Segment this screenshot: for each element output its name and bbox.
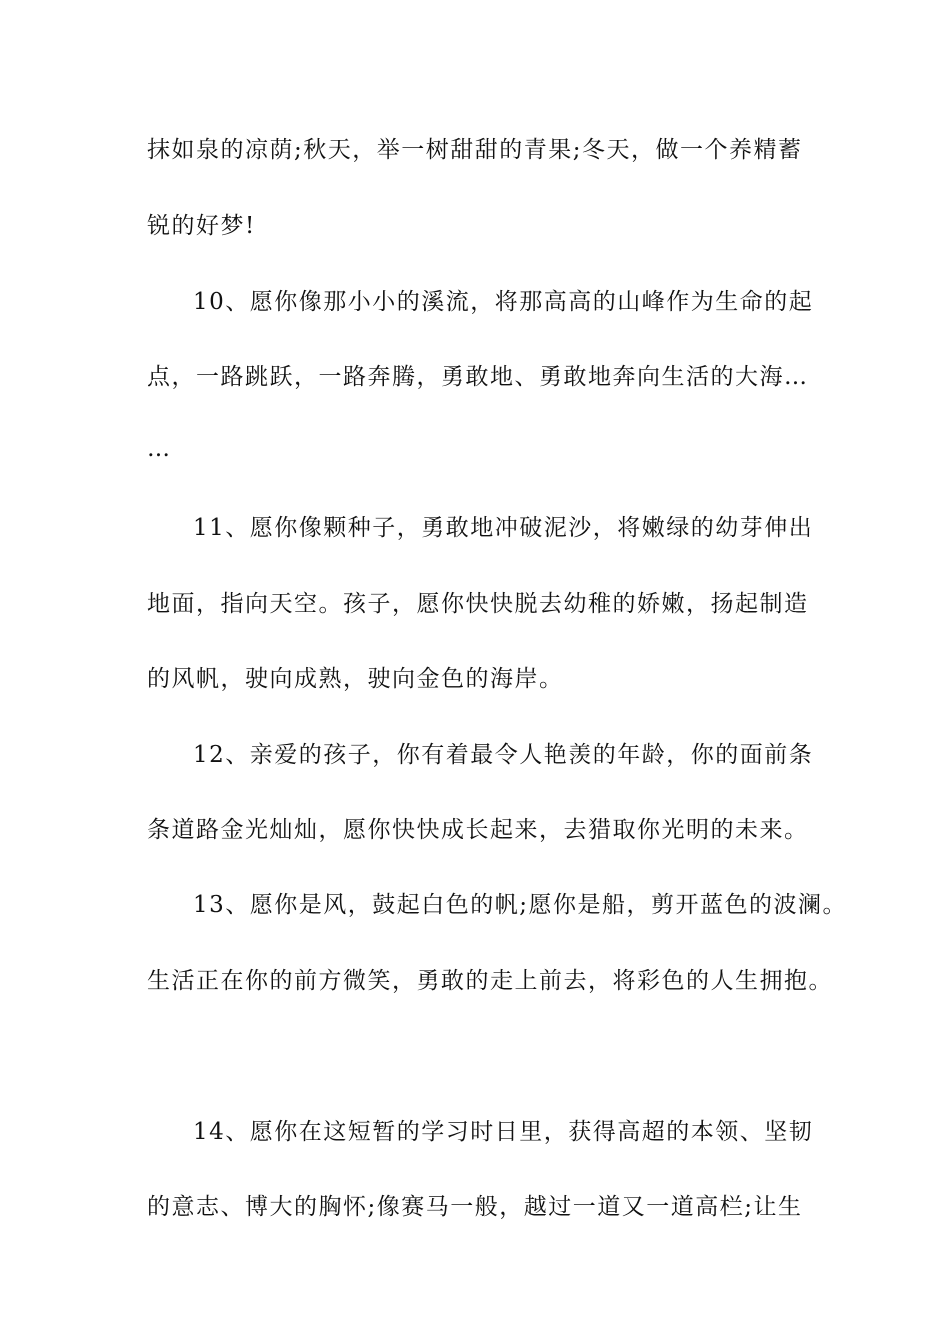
text-line: 锐的好梦! (147, 213, 256, 239)
text-line: 地面，指向天空。孩子，愿你快快脱去幼稚的娇嫩，扬起制造 (147, 591, 809, 617)
text-line: 的意志、博大的胸怀;像赛马一般，越过一道又一道高栏;让生 (147, 1194, 803, 1220)
paragraph-14-start: 14、愿你在这短暂的学习时日里，获得高超的本领、坚韧 (193, 1119, 814, 1145)
paragraph-11-start: 11、愿你像颗种子，勇敢地冲破泥沙，将嫩绿的幼芽伸出 (193, 515, 814, 541)
paragraph-10-start: 10、愿你像那小小的溪流，将那高高的山峰作为生命的起 (193, 289, 814, 315)
paragraph-13-start: 13、愿你是风，鼓起白色的帆;愿你是船，剪开蓝色的波澜。 (193, 892, 848, 918)
text-line: … (147, 436, 172, 462)
text-line: 生活正在你的前方微笑，勇敢的走上前去，将彩色的人生拥抱。 (147, 968, 833, 994)
text-line: 的风帆，驶向成熟，驶向金色的海岸。 (147, 666, 564, 692)
paragraph-12-start: 12、亲爱的孩子，你有着最令人艳羡的年龄，你的面前条 (193, 742, 814, 768)
text-line: 条道路金光灿灿，愿你快快成长起来，去猎取你光明的未来。 (147, 817, 809, 843)
text-line: 抹如泉的凉荫;秋天，举一树甜甜的青果;冬天，做一个养精蓄 (147, 137, 803, 163)
text-line: 点，一路跳跃，一路奔腾，勇敢地、勇敢地奔向生活的大海… (147, 364, 809, 390)
